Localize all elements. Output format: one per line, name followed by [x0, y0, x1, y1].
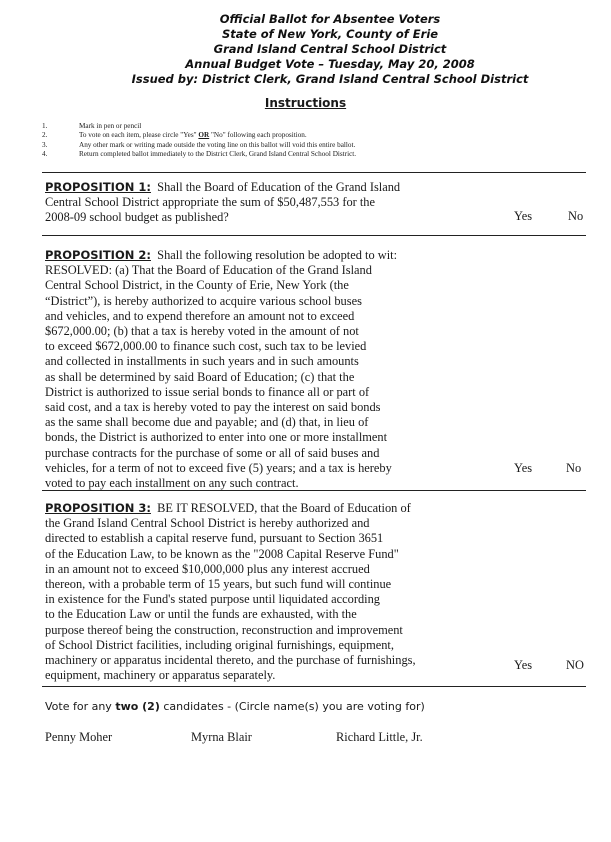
proposition-heading: PROPOSITION 2: [45, 248, 151, 262]
ballot-vote-date: Annual Budget Vote – Tuesday, May 20, 2008 [185, 57, 475, 71]
proposition-1-yes-option[interactable]: Yes [514, 209, 533, 223]
instructions-title: Instructions [264, 96, 347, 110]
proposition-1: PROPOSITION 1: Shall the Board of Education of the Grand Island Central School District appropriate the sum of $50,487,553 for the 2008-09 school budget as published? [45, 180, 401, 225]
instruction-item: 1. Mark in pen or pencil [42, 122, 142, 130]
proposition-2-yes-option[interactable]: Yes [514, 461, 533, 475]
proposition-heading: PROPOSITION 1: [45, 180, 151, 194]
candidate-richard-little[interactable]: Richard Little, Jr. [336, 730, 423, 744]
instruction-item: 4. Return completed ballot immediately to the District Clerk, Grand Island Central School District. [42, 149, 357, 158]
divider [42, 490, 586, 491]
divider [42, 172, 586, 173]
ballot-district: Grand Island Central School District [213, 42, 447, 56]
candidate-myrna-blair[interactable]: Myrna Blair [191, 730, 252, 744]
divider [42, 686, 586, 687]
proposition-heading: PROPOSITION 3: [45, 501, 151, 515]
ballot-header [120, 12, 540, 87]
ballot-issuer: Issued by: District Clerk, Grand Island Central School District [131, 72, 529, 86]
proposition-2: PROPOSITION 2: Shall the following resolution be adopted to wit: RESOLVED: (a) That the Board of Education of the Grand Island Central School District, in the County of Erie, New York (the “District”), is hereby authorized to acquire various school buses and vehicles, and to expend therefore an amount not to exceed $672,000.00; (b) that a tax is hereby voted in the amount of not to exceed $672,000.00 to finance such cost, such tax to be levied and collected in installments in such years and in such amounts as shall be determined by said Board of Education; (c) that the District is authorized to issue serial bonds to finance all or part of said cost, and a tax is hereby voted to pay the interest on said bonds as the same shall become due and payable; and (d) that, in lieu of bonds, the District is authorized to enter into one or more installment purchase contracts for the purchase of some or all of said buses and vehicles, for a term of not to exceed five (5) years; and a tax is hereby voted to pay each installment on any such contract. [45, 248, 398, 491]
proposition-2-no-option[interactable]: No [566, 461, 582, 475]
candidate-penny-moher[interactable]: Penny Moher [45, 730, 113, 744]
proposition-3-yes-option[interactable]: Yes [514, 658, 533, 672]
ballot-state-county: State of New York, County of Erie [221, 27, 439, 41]
proposition-3-no-option[interactable]: NO [566, 658, 584, 672]
proposition-3: PROPOSITION 3: BE IT RESOLVED, that the Board of Education of the Grand Island Central School District is hereby authorized and directed to establish a capital reserve fund, pursuant to Section 3651 of the Education Law, to be known as the "2008 Capital Reserve Fund" in an amount not to exceed $10,000,000 plus any interest accrued thereon, with a probable term of 15 years, but such fund will continue in existence for the Fund's stated purpose until liquidated according to the Education Law or until the funds are exhausted, with the purpose thereof being the construction, reconstruction and improvement of School District facilities, including original furnishings, equipment, machinery or apparatus incidental thereto, and the purchase of furnishings, equipment, machinery or apparatus separately. [45, 501, 416, 683]
proposition-1-no-option[interactable]: No [568, 209, 584, 223]
instruction-item: 3. Any other mark or writing made outside the voting line on this ballot will void this entire ballot. [42, 140, 356, 149]
instruction-item: 2. To vote on each item, please circle "Yes" OR "No" following each proposition. [42, 131, 307, 140]
divider [42, 235, 586, 236]
candidates-instructions: Vote for any two (2) candidates - (Circle name(s) you are voting for) [45, 700, 425, 713]
ballot-title: Official Ballot for Absentee Voters [219, 12, 441, 26]
instructions-list [42, 122, 582, 159]
